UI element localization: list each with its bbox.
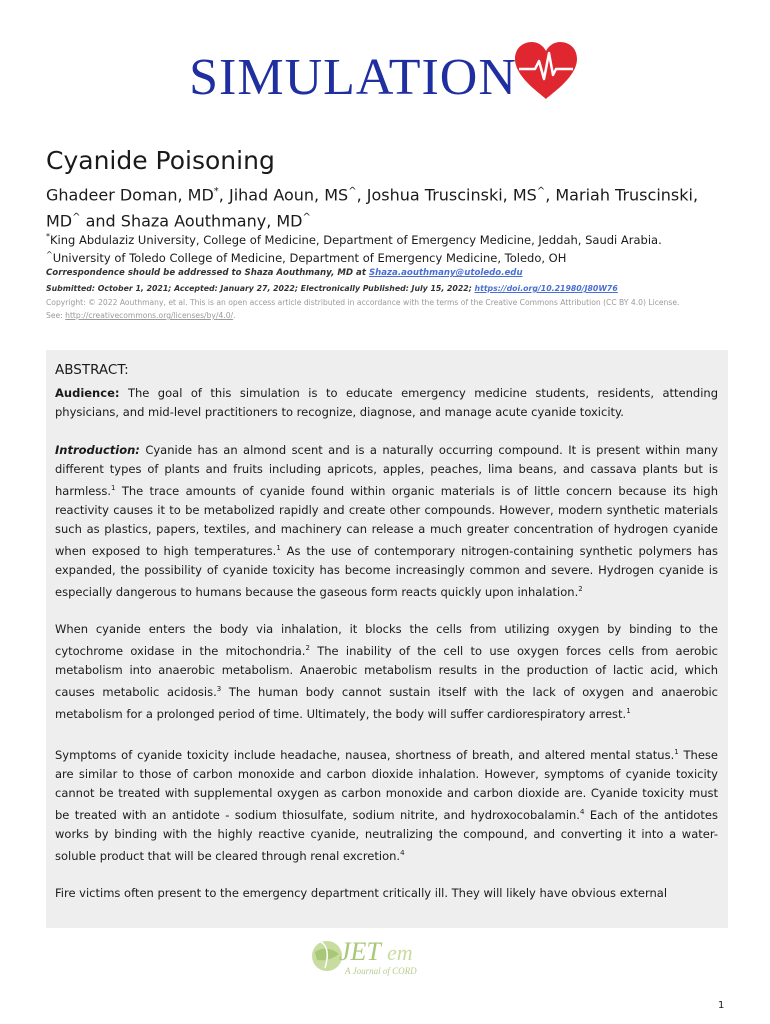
license-link[interactable]: http://creativecommons.org/licenses/by/4.0/: [65, 311, 234, 320]
copyright-end: .: [233, 311, 236, 320]
citation-ref: 1: [276, 543, 281, 552]
author-name: and Shaza Aouthmany, MD: [80, 211, 303, 231]
affiliation-text: University of Toledo College of Medicine, Department of Emergency Medicine, Toledo, OH: [52, 250, 567, 265]
correspondence-text: Correspondence should be addressed to Shaza Aouthmany, MD at: [46, 268, 369, 278]
affiliation-text: King Abdulaziz University, College of Medicine, Department of Emergency Medicine, Jeddah, Saudi Arabia.: [50, 232, 662, 247]
paragraph-text: Each of the antidotes works by binding with the highly reactive cyanide, neutralizing the compound, and converting it into a water-soluble product that will be cleared through renal excretion.: [55, 807, 718, 863]
doi-link[interactable]: https://doi.org/10.21980/J80W76: [474, 284, 618, 293]
jetem-logo: [305, 932, 465, 982]
author-name: , Mariah Truscinski,: [545, 185, 699, 205]
affiliation-mark: *: [46, 232, 50, 241]
paragraph-text: The inability of the cell to use oxygen forces cells from aerobic metabolism into anaerobic metabolism. Anaerobic metabolism results in the production of lactic acid, which causes metabolic acidosis.: [55, 644, 719, 700]
intro-text: As the use of contemporary nitrogen-containing synthetic polymers has expanded, the possibility of cyanide toxicity has become increasingly common and severe. Hydrogen cyanide is especially dangerous to humans because the gaseous form reacts quickly upon inhalation.: [55, 543, 718, 599]
logo-sub-text: A Journal of CORD: [345, 966, 417, 976]
affiliation-2: [46, 250, 736, 265]
correspondence-line: [46, 268, 523, 278]
author-degree: MD: [46, 211, 73, 231]
abstract-paragraph-2: [55, 620, 718, 723]
citation-ref: 4: [579, 807, 585, 816]
correspondence-email-link[interactable]: Shaza.aouthmany@utoledo.edu: [368, 268, 523, 278]
abstract-heading: ABSTRACT:: [55, 362, 129, 378]
paragraph-text: Symptoms of cyanide toxicity include headache, nausea, shortness of breath, and altered mental status.: [55, 747, 675, 762]
audience-label: Audience:: [55, 386, 120, 400]
introduction-label: Introduction:: [55, 443, 140, 457]
affiliation-mark: ^: [536, 186, 546, 197]
logo-em-text: em: [387, 940, 413, 965]
citation-ref: 2: [578, 584, 583, 593]
author-name: , Jihad Aoun, MS: [218, 185, 349, 205]
abstract-audience: [55, 384, 718, 422]
citation-ref: 1: [674, 747, 679, 756]
paragraph-text: The human body cannot sustain itself with the lack of oxygen and anaerobic metabolism for a prolonged period of time. Ultimately, the body will suffer cardiorespiratory arrest.: [55, 685, 718, 721]
author-list: [46, 180, 736, 233]
abstract-paragraph-4: [55, 884, 718, 903]
author-name: , Joshua Truscinski, MS: [356, 185, 537, 205]
citation-ref: 2: [305, 644, 310, 653]
paragraph-text: When cyanide enters the body via inhalation, it blocks the cells from utilizing oxygen by binding to the cytochrome oxidase in the mitochondria.: [55, 622, 718, 659]
author-name: Ghadeer Doman, MD: [46, 185, 214, 205]
audience-text: The goal of this simulation is to educate emergency medicine students, residents, attending physicians, and mid-level practitioners to recognize, diagnose, and manage acute cyanide toxicity.: [55, 386, 718, 419]
affiliation-1: [46, 232, 736, 247]
copyright-text: Copyright: © 2022 Aouthmany, et al. This is an open access article distributed in accordance with the terms of the Creative Commons Attribution (CC BY 4.0) License.: [46, 298, 680, 307]
heart-ekg-icon: [511, 39, 581, 107]
submission-text: Submitted: October 1, 2021; Accepted: January 27, 2022; Electronically Published: July 15, 2022;: [46, 284, 475, 293]
affiliation-mark: ^: [72, 212, 81, 224]
copyright-notice: [46, 296, 736, 322]
intro-text: The trace amounts of cyanide found within organic materials is of little concern because its high reactivity causes it to be metabolized rapidly and create other compounds. However, modern synthetic materials such as plastics, papers, textiles, and machinery can release a much greater concentration of hydrogen cyanide when exposed to high temperatures.: [55, 483, 718, 558]
affiliation-mark: ^: [46, 250, 53, 259]
intro-text: Cyanide has an almond scent and is a naturally occurring compound. It is present within many different types of plants and fruits including apricots, apples, peaches, lima beans, and cassava plants but is harmless.: [55, 443, 718, 498]
copyright-see: See:: [46, 311, 66, 320]
affiliation-mark: ^: [302, 212, 311, 224]
citation-ref: 1: [626, 707, 631, 716]
logo-main-text: JET: [339, 937, 381, 966]
citation-ref: 3: [216, 685, 222, 694]
citation-ref: 1: [110, 484, 116, 492]
affiliation-mark: ^: [348, 186, 357, 197]
abstract-box: [46, 350, 728, 928]
journal-logo: [0, 48, 770, 107]
page-number: 1: [718, 1000, 725, 1011]
affiliation-mark: *: [213, 186, 219, 197]
article-title: Cyanide Poisoning: [46, 146, 275, 175]
abstract-paragraph-3: [55, 743, 718, 865]
paragraph-text: These are similar to those of carbon monoxide and carbon dioxide inhalation. However, symptoms of cyanide toxicity cannot be treated with supplemental oxygen as carbon monoxide and carbon dioxide are. Cyanide toxicity must be treated with an antidote - sodium thiosulfate, sodium nitrite, and hydroxocobalamin.: [55, 747, 718, 822]
paragraph-text: Fire victims often present to the emergency department critically ill. They will likely have obvious external: [55, 886, 668, 901]
simulation-logo-text: SIMULATION: [189, 49, 517, 106]
abstract-introduction: [55, 441, 718, 601]
submission-dates: [46, 284, 618, 293]
citation-ref: 4: [400, 848, 405, 857]
